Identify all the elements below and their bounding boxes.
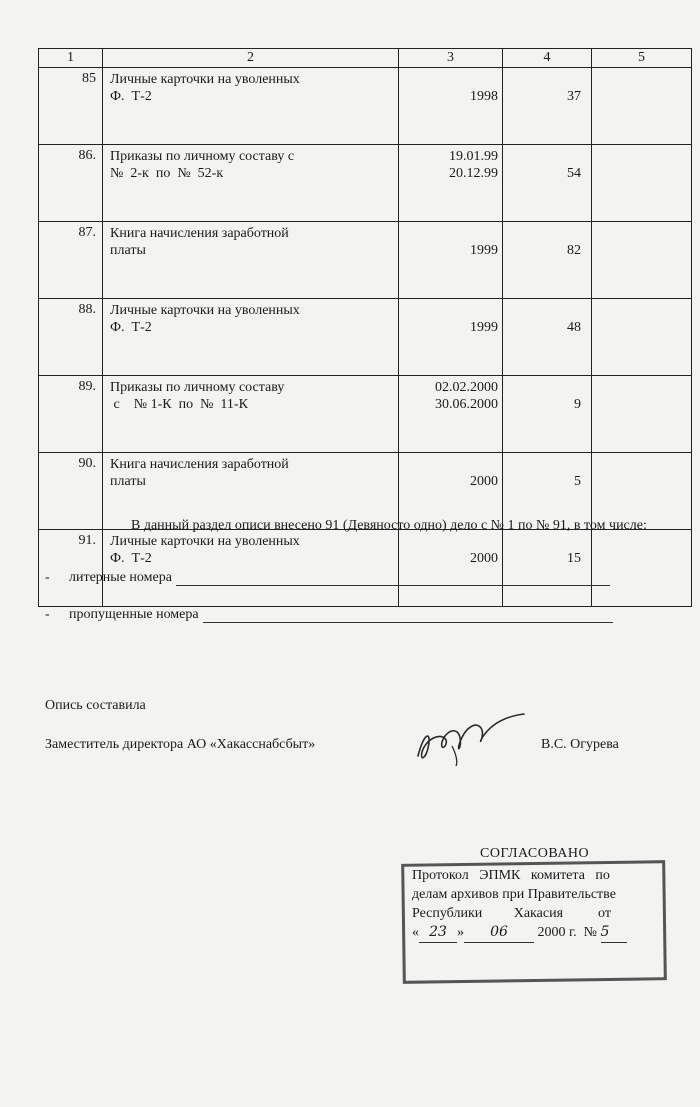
summary-text: В данный раздел описи внесено 91 (Девяносто одно) дело с № 1 по № 91, в том числе:	[131, 518, 647, 533]
table-row	[39, 68, 692, 145]
missing-numbers-label: пропущенные номера	[69, 607, 199, 622]
case-title-line: Ф. Т-2	[110, 551, 152, 566]
case-title-line: № 2-к по № 52-к	[110, 166, 224, 181]
notes-cell	[592, 68, 692, 145]
case-title-line: Приказы по личному составу	[110, 380, 285, 395]
case-title	[103, 376, 399, 453]
date-end: 30.06.2000	[435, 397, 498, 412]
dash: -	[45, 570, 50, 585]
sheet-count: 37	[503, 68, 592, 145]
date-year: 1999	[470, 243, 498, 258]
row-number: 87.	[39, 222, 103, 299]
notes-cell	[592, 530, 692, 607]
column-header: 4	[503, 49, 592, 68]
row-number: 88.	[39, 299, 103, 376]
case-dates	[399, 68, 503, 145]
table-row	[39, 222, 692, 299]
case-title	[103, 299, 399, 376]
case-title-line: Личные карточки на уволенных	[110, 303, 300, 318]
case-title-line: Ф. Т-2	[110, 89, 152, 104]
case-title-line: Приказы по личному составу с	[110, 149, 295, 164]
case-title	[103, 68, 399, 145]
case-title	[103, 222, 399, 299]
fill-line	[176, 571, 610, 586]
compiled-by-label: Опись составила	[45, 698, 146, 713]
approval-day: 23	[419, 923, 457, 943]
table-header-row	[39, 49, 692, 68]
signer-position: Заместитель директора АО «Хакасснабсбыт»	[45, 737, 316, 752]
sheet-count: 82	[503, 222, 592, 299]
sheet-count: 48	[503, 299, 592, 376]
approval-number: 5	[601, 923, 627, 943]
notes-cell	[592, 145, 692, 222]
row-number: 85	[39, 68, 103, 145]
date-year: 2000	[470, 474, 498, 489]
missing-numbers-line	[45, 607, 613, 623]
summary-paragraph	[45, 516, 655, 535]
table-row	[39, 530, 692, 607]
approval-line: Республики Хакасия от	[412, 906, 611, 921]
approval-month: 06	[464, 923, 534, 943]
case-title-line: с № 1-К по № 11-К	[110, 397, 248, 412]
approval-line: Протокол ЭПМК комитета по	[412, 868, 610, 883]
notes-cell	[592, 299, 692, 376]
case-dates	[399, 145, 503, 222]
case-dates	[399, 222, 503, 299]
case-dates	[399, 530, 503, 607]
row-number: 90.	[39, 453, 103, 530]
case-title-line: платы	[110, 243, 146, 258]
sheet-count: 9	[503, 376, 592, 453]
date-start: 19.01.99	[449, 149, 498, 164]
date-year: 1999	[470, 320, 498, 335]
approval-title: СОГЛАСОВАНО	[480, 846, 590, 861]
table-row	[39, 376, 692, 453]
notes-cell	[592, 376, 692, 453]
approval-stamp	[398, 842, 668, 982]
case-title	[103, 530, 399, 607]
approval-text	[412, 866, 627, 943]
date-year: 1998	[470, 89, 498, 104]
approval-year: 2000 г. №	[537, 925, 598, 940]
approval-date-line: « 23 » 06 2000 г. № 5	[412, 923, 627, 943]
sheet-count: 54	[503, 145, 592, 222]
date-year: 2000	[470, 551, 498, 566]
case-dates	[399, 376, 503, 453]
literal-numbers-line	[45, 570, 610, 586]
case-title-line: Книга начисления заработной	[110, 226, 289, 241]
case-title-line: Книга начисления заработной	[110, 457, 289, 472]
row-number: 89.	[39, 376, 103, 453]
literal-numbers-label: литерные номера	[69, 570, 172, 585]
dash: -	[45, 607, 50, 622]
case-dates	[399, 299, 503, 376]
case-title	[103, 145, 399, 222]
date-end: 20.12.99	[449, 166, 498, 181]
notes-cell	[592, 222, 692, 299]
case-title-line: Ф. Т-2	[110, 320, 152, 335]
table-row	[39, 145, 692, 222]
sheet-count: 5	[503, 453, 592, 530]
column-header: 5	[592, 49, 692, 68]
row-number: 91.	[39, 530, 103, 607]
column-header: 3	[399, 49, 503, 68]
row-number: 86.	[39, 145, 103, 222]
column-header: 2	[103, 49, 399, 68]
case-title-line: Личные карточки на уволенных	[110, 72, 300, 87]
case-title-line: Личные карточки на уволенных	[110, 534, 300, 549]
table-row	[39, 299, 692, 376]
signer-name: В.С. Огурева	[541, 737, 619, 752]
column-header: 1	[39, 49, 103, 68]
fill-line	[203, 608, 613, 623]
case-title-line: платы	[110, 474, 146, 489]
handwritten-signature	[412, 712, 530, 768]
sheet-count: 15	[503, 530, 592, 607]
approval-line: делам архивов при Правительстве	[412, 887, 616, 902]
date-start: 02.02.2000	[435, 380, 498, 395]
